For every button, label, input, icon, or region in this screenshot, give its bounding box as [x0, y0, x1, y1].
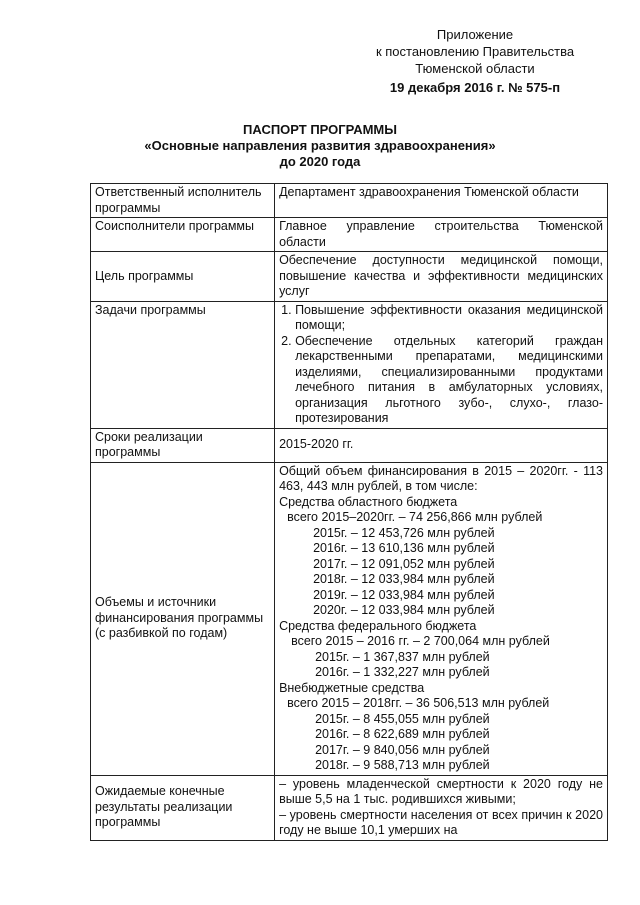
passport-table	[90, 183, 608, 841]
title-line-3: до 2020 года	[279, 154, 361, 169]
list-item: 2020г. – 12 033,984 млн рублей	[313, 603, 495, 617]
regional-budget-title: Средства областного бюджета	[279, 494, 458, 509]
list-item: 2017г. – 9 840,056 млн рублей	[315, 742, 490, 757]
list-item: 2016г. – 8 622,689 млн рублей	[315, 727, 490, 741]
list-item: 2016г. – 13 610,136 млн рублей	[313, 541, 495, 555]
list-item: 2018г. – 12 033,984 млн рублей	[313, 572, 495, 586]
table-row-coexecutors	[91, 218, 608, 252]
document-title	[90, 122, 550, 170]
tasks-value	[275, 301, 608, 428]
list-item: 2015г. – 1 367,837 млн рублей	[315, 649, 490, 664]
coexecutors-value: Главное управление строительства Тюменской области	[275, 218, 608, 252]
financing-label: Объемы и источники финансирования программы (с разбивкой по годам)	[91, 462, 275, 775]
tasks-label: Задачи программы	[91, 301, 275, 428]
list-item: 1. Повышение эффективности оказания медицинской помощи;	[295, 303, 603, 334]
responsible-label: Ответственный исполнитель программы	[91, 184, 275, 218]
federal-budget-title: Средства федерального бюджета	[279, 618, 477, 633]
coexecutors-label: Соисполнители программы	[91, 218, 275, 252]
table-row-terms	[91, 428, 608, 462]
decree-reference: к постановлению Правительства	[375, 44, 575, 59]
list-item: 2018г. – 9 588,713 млн рублей	[315, 758, 490, 772]
results-value	[275, 775, 608, 840]
regional-budget-total: всего 2015–2020гг. – 74 256,866 млн рублей	[287, 510, 543, 524]
tasks-list	[279, 303, 603, 427]
table-row-goal	[91, 252, 608, 302]
extra-budget-total: всего 2015 – 2018гг. – 36 506,513 млн рублей	[287, 696, 550, 710]
list-item: 2015г. – 12 453,726 млн рублей	[313, 525, 495, 540]
decree-date-number: 19 декабря 2016 г. № 575-п	[389, 80, 561, 95]
list-item: 2. Обеспечение отдельных категорий граждан лекарственными препаратами, медицинскими изделиями, специализированными продуктами лечебного питания в амбулаторных условиях, организация льготного зубо-, слухо-, глазо- протезирования	[295, 334, 603, 427]
federal-budget-total: всего 2015 – 2016 гг. – 2 700,064 млн рублей	[291, 634, 550, 648]
table-row-responsible	[91, 184, 608, 218]
extra-budget-title: Внебюджетные средства	[279, 680, 425, 695]
results-label: Ожидаемые конечные результаты реализации программы	[91, 775, 275, 840]
document-header	[330, 26, 620, 96]
terms-label: Сроки реализации программы	[91, 428, 275, 462]
terms-value: 2015-2020 гг.	[275, 428, 608, 462]
table-row-results	[91, 775, 608, 840]
goal-value: Обеспечение доступности медицинской помощи, повышение качества и эффективности медицинских услуг	[275, 252, 608, 302]
list-item: 2017г. – 12 091,052 млн рублей	[313, 556, 495, 571]
financing-total: Общий объем финансирования в 2015 – 2020гг. - 113 463, 443 млн рублей, в том числе:	[279, 463, 603, 493]
table-row-financing	[91, 462, 608, 775]
result-item: – уровень младенческой смертности к 2020 году не выше 5,5 на 1 тыс. родившихся живыми;	[279, 776, 603, 806]
list-item: 2019г. – 12 033,984 млн рублей	[313, 587, 495, 602]
region-name: Тюменской области	[415, 61, 535, 76]
result-item: – уровень смертности населения от всех причин к 2020 году не выше 10,1 умерших на	[279, 807, 603, 837]
responsible-value: Департамент здравоохранения Тюменской области	[275, 184, 608, 218]
title-line-1: ПАСПОРТ ПРОГРАММЫ	[243, 122, 397, 137]
table-row-tasks	[91, 301, 608, 428]
title-line-2: «Основные направления развития здравоохранения»	[144, 138, 496, 153]
financing-value	[275, 462, 608, 775]
list-item: 2016г. – 1 332,227 млн рублей	[315, 665, 490, 679]
list-item: 2015г. – 8 455,055 млн рублей	[315, 711, 490, 726]
appendix-label: Приложение	[436, 27, 514, 42]
goal-label: Цель программы	[91, 252, 275, 302]
